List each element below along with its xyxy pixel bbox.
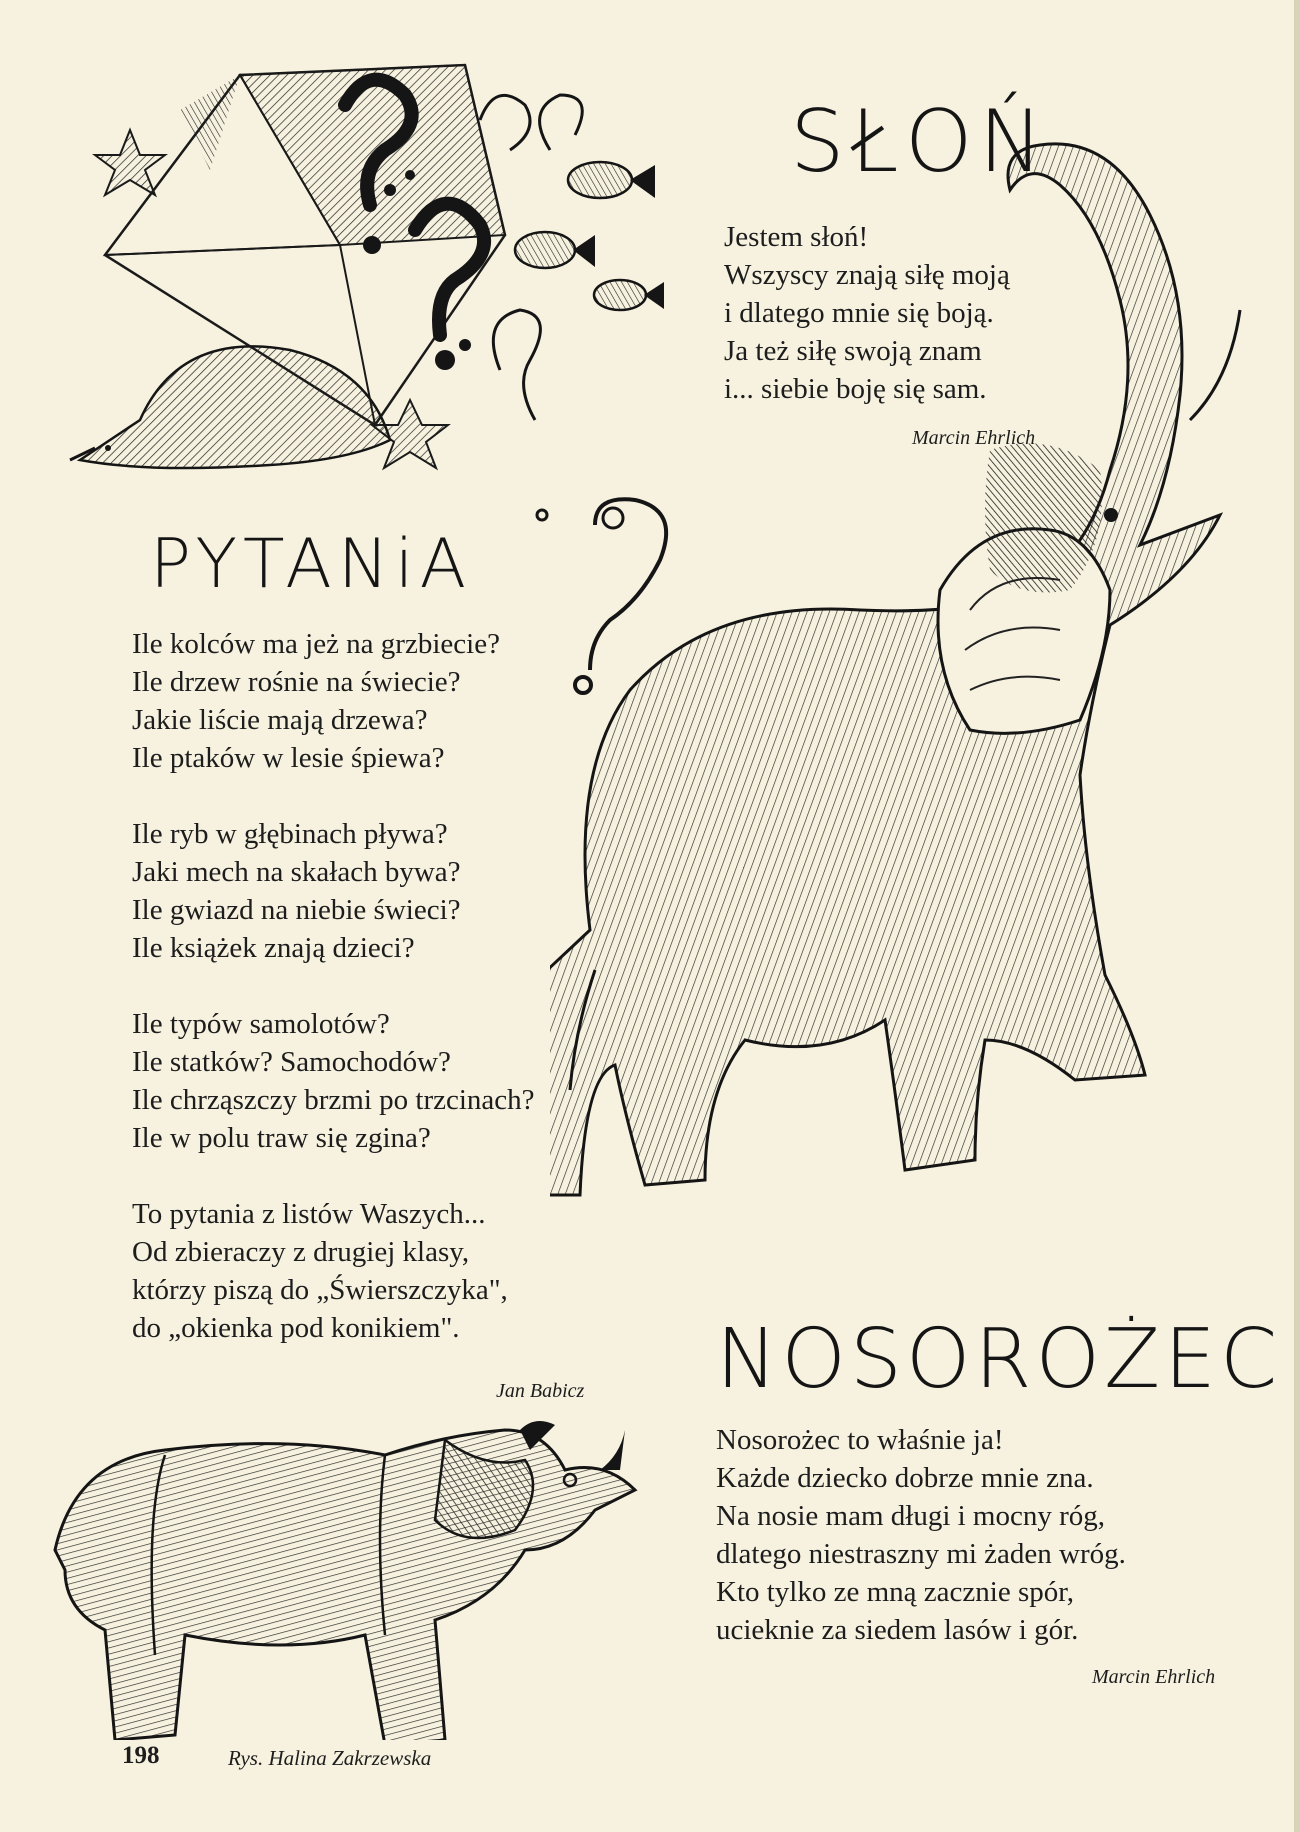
stanza-gap [132,1157,535,1195]
poem-line: Ile w polu traw się zgina? [132,1122,431,1154]
poem-pytania [132,625,535,1347]
illustration-credit: Rys. Halina Zakrzewska [228,1746,432,1770]
poem-line: Jestem słoń! [724,221,869,253]
rhinoceros-illustration [45,1410,665,1740]
poem-line: i dlatego mnie się boją. [724,297,994,329]
title-slon: SŁOŃ [790,92,1049,192]
author-pytania: Jan Babicz [496,1380,585,1402]
poem-line: Ile chrząszczy brzmi po trzcinach? [132,1084,535,1116]
poem-line: To pytania z listów Waszych... [132,1198,486,1230]
poem-line: i... siebie boję się sam. [724,373,987,405]
stanza-gap [132,967,535,1005]
poem-line: Ile ptaków w lesie śpiewa? [132,742,445,774]
poem-line: Każde dziecko dobrze mnie zna. [716,1462,1094,1494]
stanza-gap [132,777,535,815]
author-slon: Marcin Ehrlich [912,427,1036,449]
poem-line: którzy piszą do „Świerszczyka", [132,1274,508,1306]
poem-line: Ile typów samolotów? [132,1008,390,1040]
title-nosorozec: NOSOROŻEC [716,1312,1282,1407]
poem-slon [724,218,1010,408]
poem-line: dlatego niestraszny mi żaden wróg. [716,1538,1126,1570]
title-pytania: PYTANiA [150,525,473,604]
poem-line: do „okienka pod konikiem". [132,1312,460,1344]
poem-nosorozec [716,1421,1126,1649]
poem-line: Na nosie mam długi i mocny róg, [716,1500,1106,1532]
poem-line: Jakie liście mają drzewa? [132,704,428,736]
poem-line: Kto tylko ze mną zacznie spór, [716,1576,1074,1608]
poem-line: ucieknie za siedem lasów i gór. [716,1614,1079,1646]
poem-line: Ja też siłę swoją znam [724,335,982,367]
poem-line: Od zbieraczy z drugiej klasy, [132,1236,470,1268]
poem-line: Ile ryb w głębinach pływa? [132,818,448,850]
poem-line: Wszyscy znają siłę moją [724,259,1010,291]
poem-line: Ile statków? Samochodów? [132,1046,451,1078]
author-nosorozec: Marcin Ehrlich [1092,1666,1216,1688]
poem-line: Jaki mech na skałach bywa? [132,856,461,888]
poem-line: Ile gwiazd na niebie świeci? [132,894,461,926]
page-number: 198 [122,1742,160,1769]
poem-line: Ile książek znają dzieci? [132,932,415,964]
poem-line: Ile kolców ma jeż na grzbiecie? [132,628,500,660]
poem-line: Nosorożec to właśnie ja! [716,1424,1004,1456]
poem-line: Ile drzew rośnie na świecie? [132,666,461,698]
